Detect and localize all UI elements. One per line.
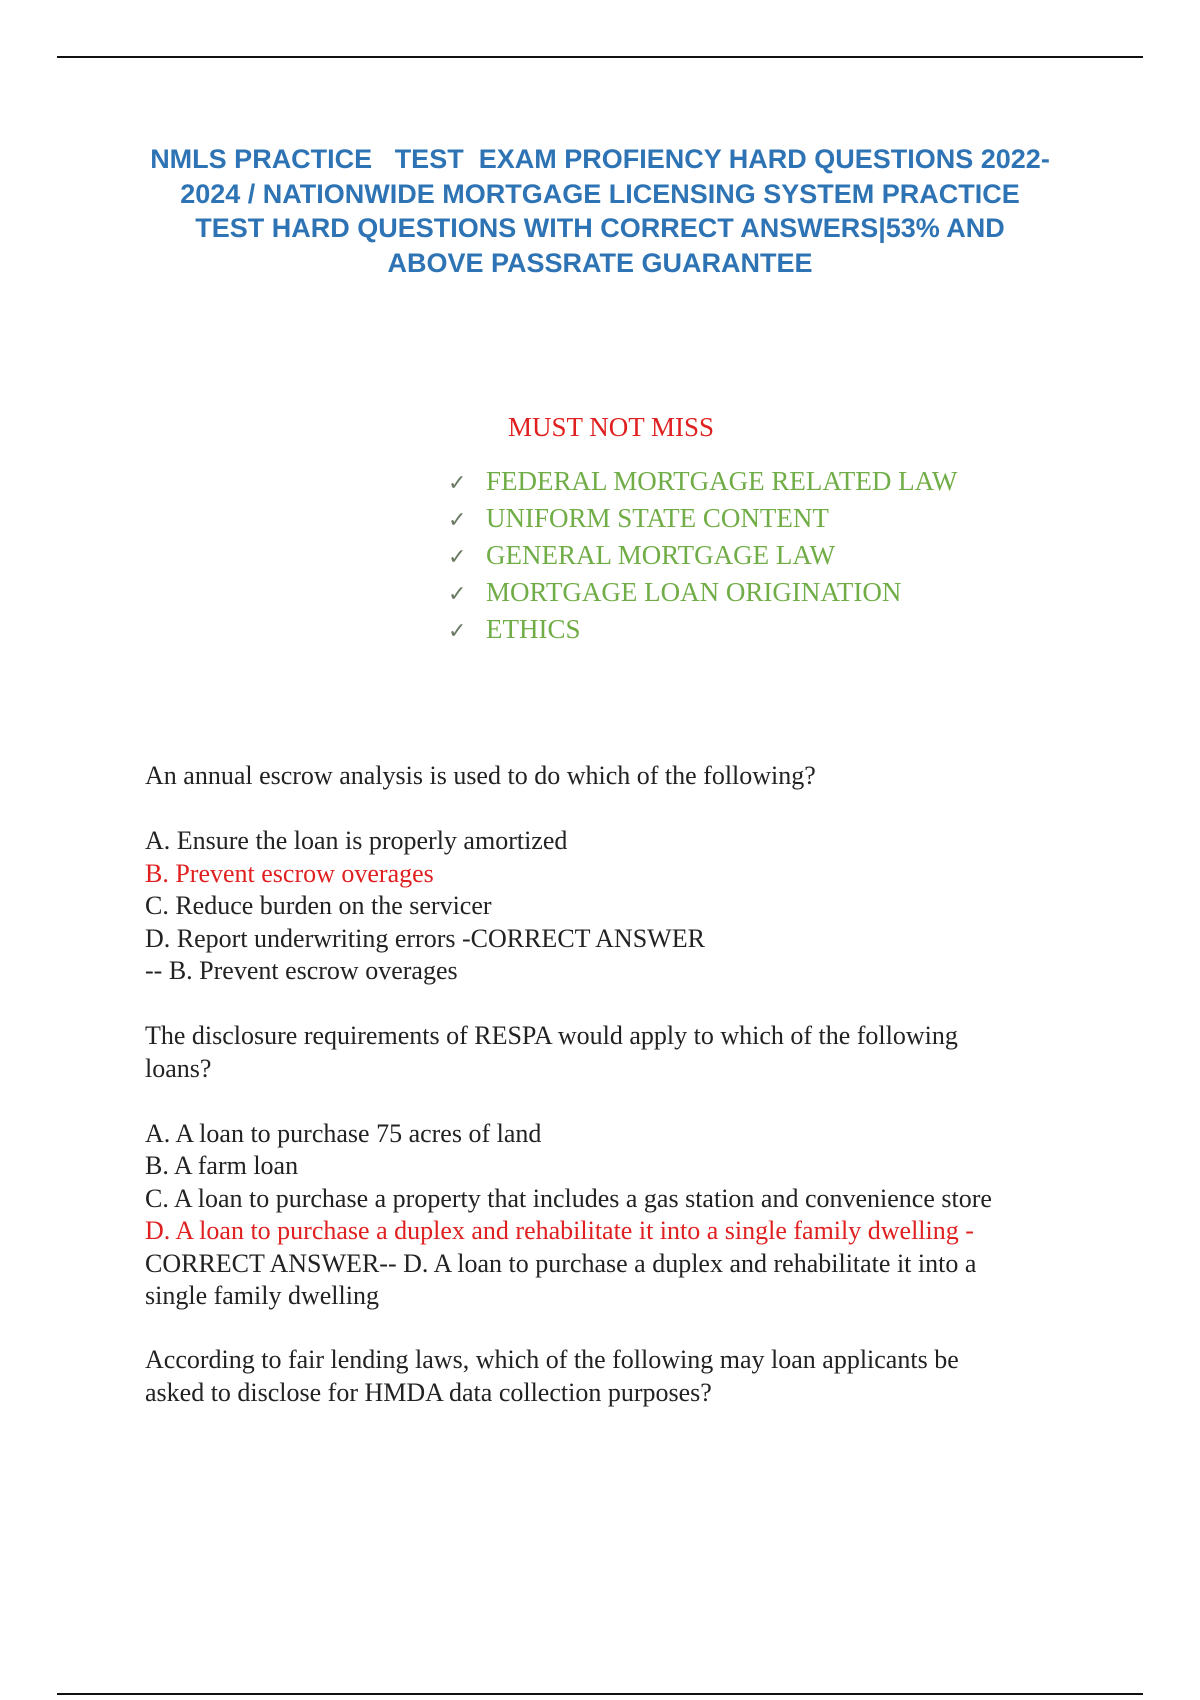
checklist-item xyxy=(448,612,957,649)
checkmark-icon: ✓ xyxy=(448,619,467,644)
option-d: D. Report underwriting errors -CORRECT ANSWER xyxy=(145,923,705,953)
correct-answer-text: -- B. Prevent escrow overages xyxy=(145,956,458,985)
top-rule xyxy=(57,56,1143,58)
option-a: A. A loan to purchase 75 acres of land xyxy=(145,1118,542,1148)
question-text: The disclosure requirements of RESPA would apply to which of the following xyxy=(145,1021,958,1050)
option-d-correct: D. A loan to purchase a duplex and rehabilitate it into a single family dwelling - xyxy=(145,1216,974,1245)
checklist-item-label: MORTGAGE LOAN ORIGINATION xyxy=(486,577,902,607)
option-c: C. A loan to purchase a property that includes a gas station and convenience store xyxy=(145,1183,992,1213)
checklist-item-label: ETHICS xyxy=(486,614,581,644)
topic-checklist xyxy=(448,464,957,649)
option-a: A. Ensure the loan is properly amortized xyxy=(145,826,568,855)
document-title: NMLS PRACTICE TEST EXAM PROFIENCY HARD QUESTIONS 2022- 2024 / NATIONWIDE MORTGAGE LICENSING SYSTEM PRACTICE TEST HARD QUESTIONS WITH CORRECT ANSWERS|53% AND ABOVE PASSRATE GUARANTEE xyxy=(150,144,1050,278)
checkmark-icon: ✓ xyxy=(448,582,467,607)
checkmark-icon: ✓ xyxy=(448,545,467,570)
question-block xyxy=(145,760,1075,1313)
question-text: According to fair lending laws, which of the following may loan applicants be xyxy=(145,1345,959,1374)
option-b: B. A farm loan xyxy=(145,1151,299,1180)
question-text-continued: loans? xyxy=(145,1053,212,1083)
checkmark-icon: ✓ xyxy=(448,508,467,533)
checklist-item xyxy=(448,501,957,538)
question-text: An annual escrow analysis is used to do which of the following? xyxy=(145,761,816,790)
correct-answer-text-continued: single family dwelling xyxy=(145,1281,379,1310)
checklist-item xyxy=(448,464,957,501)
must-not-miss-heading: MUST NOT MISS xyxy=(508,412,715,442)
checklist-item xyxy=(448,575,957,612)
correct-answer-text: CORRECT ANSWER-- D. A loan to purchase a duplex and rehabilitate it into a xyxy=(145,1248,977,1278)
checklist-item-label: GENERAL MORTGAGE LAW xyxy=(486,540,836,570)
checklist-item-label: FEDERAL MORTGAGE RELATED LAW xyxy=(486,466,958,496)
checklist-item-label: UNIFORM STATE CONTENT xyxy=(486,503,829,533)
checklist-item xyxy=(448,538,957,575)
checkmark-icon: ✓ xyxy=(448,471,467,496)
option-c: C. Reduce burden on the servicer xyxy=(145,891,492,920)
bottom-rule xyxy=(57,1693,1143,1695)
question-text-continued: asked to disclose for HMDA data collection purposes? xyxy=(145,1377,712,1407)
option-b-correct: B. Prevent escrow overages xyxy=(145,858,434,888)
question-block xyxy=(145,1344,1075,1409)
